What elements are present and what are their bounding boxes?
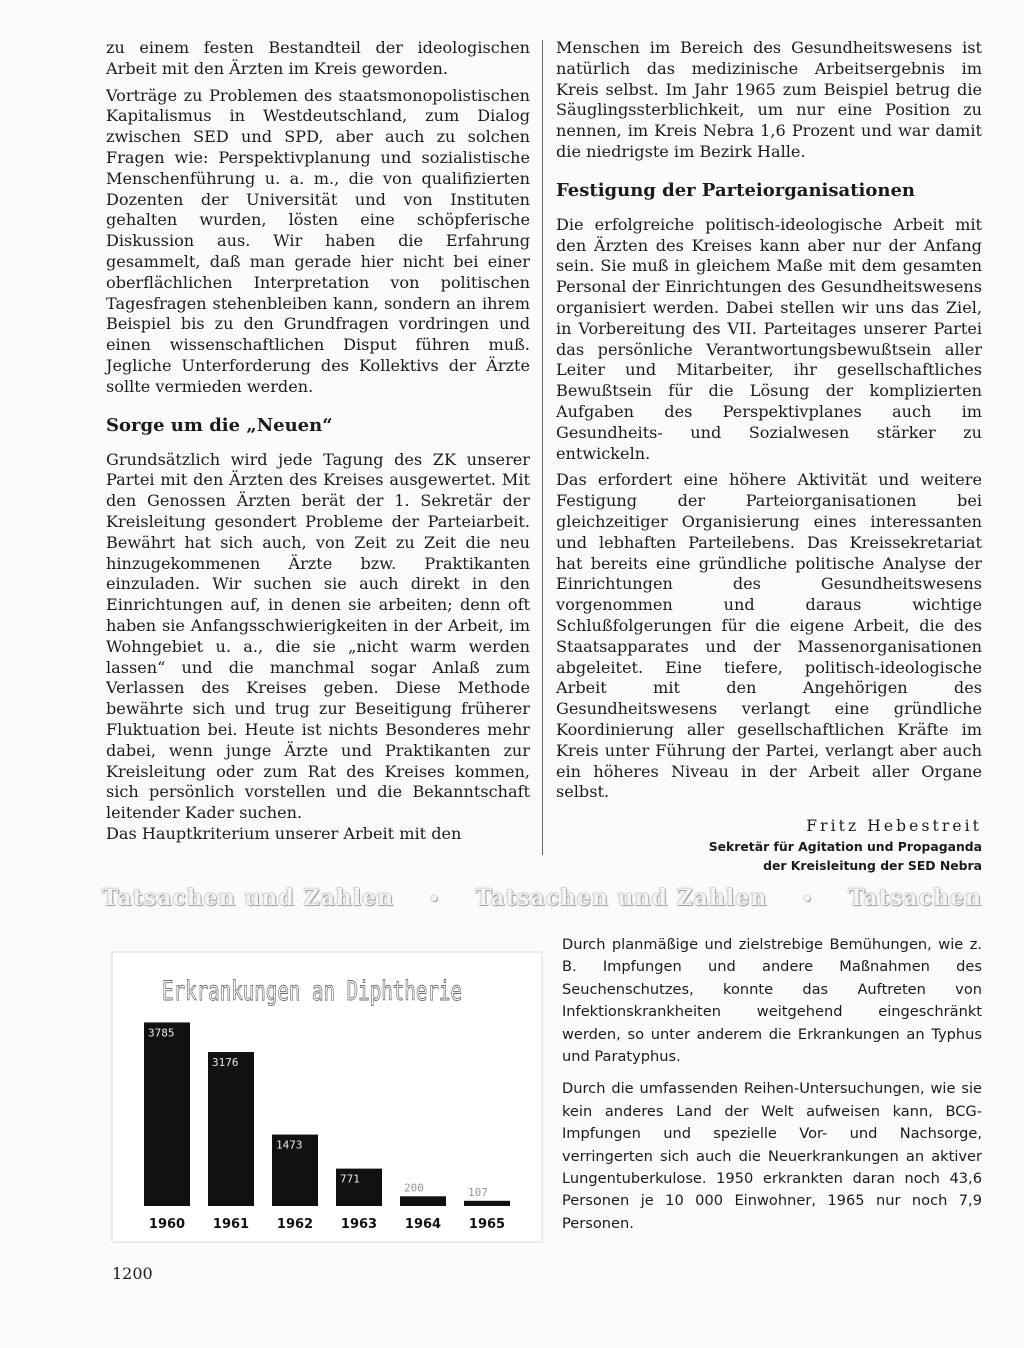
author-name: Fritz Hebestreit <box>806 817 982 836</box>
chart-category-label: 1964 <box>404 1217 442 1232</box>
paragraph: zu einem festen Bestandteil der ideologischen Arbeit mit den Ärzten im Kreis geworden. <box>106 38 530 78</box>
diphtheria-chart <box>112 952 542 1242</box>
banner-separator: • <box>802 888 814 908</box>
chart-value-label: 771 <box>340 1172 360 1186</box>
chart-category-label: 1961 <box>212 1217 250 1232</box>
chart-value-label: 107 <box>468 1185 488 1199</box>
left-column <box>106 38 530 845</box>
paragraph: Menschen im Bereich des Gesundheitswesens ist natürlich das medizinische Arbeitsergebnis im Kreis selbst. Im Jahr 1965 zum Beispiel betrug die Säuglingssterblichkeit, um nur eine Position zu nennen, im Kreis Nebra 1,6 Prozent und war damit die niedrigste im Bezirk Halle. <box>556 38 982 161</box>
facts-banner <box>102 880 982 916</box>
paragraph: Durch planmäßige und zielstrebige Bemühungen, wie z. B. Impfungen und andere Maßnahmen des Seuchenschutzes, konnte das Auftreten von Infektionskrankheiten weitgehend eingeschränkt werden, so unter anderem die Erkrankungen an Typhus und Paratyphus. <box>562 936 982 1066</box>
chart-bar-1965 <box>464 1201 510 1206</box>
banner-segment: Tatsachen <box>848 885 982 911</box>
paragraph: Grundsätzlich wird jede Tagung des ZK unserer Partei mit den Ärzten des Kreises ausgewertet. Mit den Genossen Ärzten berät der 1. Sekretär der Kreisleitung gesondert Probleme der Parteiarbeit. Bewährt hat sich auch, von Zeit zu Zeit die neu hinzugekommenen Ärzte bzw. Praktikanten einzuladen. Wir suchen sie auch direkt in den Einrichtungen auf, in denen sie arbeiten; denn oft haben sie Anfangsschwierigkeiten in der Arbeit, im Wohngebiet u. a., die sie „nicht warm werden lassen“ und die manchmal sogar Anlaß zum Verlassen des Kreises geben. Diese Methode bewährte sich und trug zur Beseitigung früherer Fluktuation bei. Heute ist nichts Besonderes mehr dabei, wenn junge Ärzte und Praktikanten zur Kreisleitung oder zum Rat des Kreises kommen, sich persönlich vorstellen und die Bekanntschaft leitender Kader suchen. <box>106 449 530 823</box>
signature-block <box>556 815 982 875</box>
chart-category-label: 1965 <box>468 1217 506 1232</box>
right-column <box>556 38 982 875</box>
paragraph: Durch die umfassenden Reihen-Untersuchungen, wie sie kein anderes Land der Welt aufweisen kann, BCG-Impfungen und spezielle Vor- und Nachsorge, verringerten sich auch die Neuerkrankungen an aktiver Lungentuberkulose. 1950 erkrankten daran noch 43,6 Personen je 10 000 Einwohner, 1965 nur noch 7,9 Personen. <box>562 1080 982 1232</box>
chart-category-label: 1960 <box>148 1217 186 1232</box>
banner-separator: • <box>428 888 441 908</box>
chart-value-label: 1473 <box>276 1138 303 1152</box>
paragraph: Vorträge zu Problemen des staatsmonopolistischen Kapitalismus in Westdeutschland, zum Dialog zwischen SED und SPD, aber auch zu solchen Fragen wie: Perspektivplanung und sozialistische Menschenführung u. a. m., die von qualifizierten Dozenten der Universität und von Instituten gehalten wurden, lösten eine schöpferische Diskussion aus. Wir haben die Erfahrung gesammelt, daß man gerade hier nicht bei einer oberflächlichen Interpretation von politischen Tagesfragen stehenbleiben kann, sondern an ihrem Beispiel bis zu den Grundfragen vordringen und einen wissenschaftlichen Disput führen muß. Jegliche Unterforderung des Kollektivs der Ärzte sollte vermieden werden. <box>106 85 530 396</box>
chart-category-label: 1963 <box>340 1217 378 1232</box>
author-title: Sekretär für Agitation und Propaganda <box>708 839 982 855</box>
chart-value-label: 200 <box>404 1181 424 1195</box>
paragraph: Das Hauptkriterium unserer Arbeit mit den <box>106 823 462 843</box>
section-heading: Festigung der Parteiorganisationen <box>556 179 915 201</box>
banner-segment: Tatsachen und Zahlen <box>475 885 768 911</box>
chart-bar-1960 <box>144 1022 190 1206</box>
column-divider <box>542 40 543 855</box>
paragraph: Die erfolgreiche politisch-ideologische Arbeit mit den Ärzten des Kreises kann aber nur der Anfang sein. Sie muß in gleichem Maße mit dem gesamten Personal der Einrichtungen des Gesundheitswesens organisiert werden. Dabei stellen wir uns das Ziel, in Vorbereitung des VII. Parteitages unserer Partei das persönliche Verantwortungsbewußtsein aller Leiter und Mitarbeiter, ihr gesellschaftliches Bewußtsein für die Lösung der komplizierten Aufgaben des Perspektivplanes auch im Gesundheits- und Sozialwesen stärker zu entwickeln. <box>556 214 982 463</box>
page-number: 1200 <box>112 1264 153 1283</box>
author-organization: der Kreisleitung der SED Nebra <box>763 858 982 874</box>
chart-bar-1964 <box>400 1196 446 1206</box>
section-heading: Sorge um die „Neuen“ <box>106 414 333 436</box>
paragraph: Das erfordert eine höhere Aktivität und weitere Festigung der Parteiorganisationen bei gleichzeitiger Organisierung eines interessanten und lebhaften Parteilebens. Das Kreissekretariat hat bereits eine gründliche politische Analyse der Einrichtungen des Gesundheitswesens vorgenommen und daraus wichtige Schlußfolgerungen für die eigene Arbeit, die des Staatsapparates und der Massenorganisationen abgeleitet. Eine tiefere, politisch-ideologische Arbeit mit den Angehörigen des Gesundheitswesens verlangt eine gründliche Koordinierung aller gesellschaftlichen Kräfte im Kreis unter Führung der Partei, verlangt aber auch ein höheres Niveau in der Arbeit aller Organe selbst. <box>556 470 982 802</box>
banner-segment: Tatsachen und Zahlen <box>102 885 395 911</box>
chart-category-label: 1962 <box>276 1217 314 1232</box>
chart-value-label: 3176 <box>212 1055 239 1069</box>
chart-value-label: 3785 <box>148 1026 175 1040</box>
chart-bar-1961 <box>208 1052 254 1206</box>
chart-title: Erkrankungen an Diphtherie <box>162 976 462 1007</box>
chart-canvas <box>112 952 542 1242</box>
facts-text <box>562 934 982 1235</box>
